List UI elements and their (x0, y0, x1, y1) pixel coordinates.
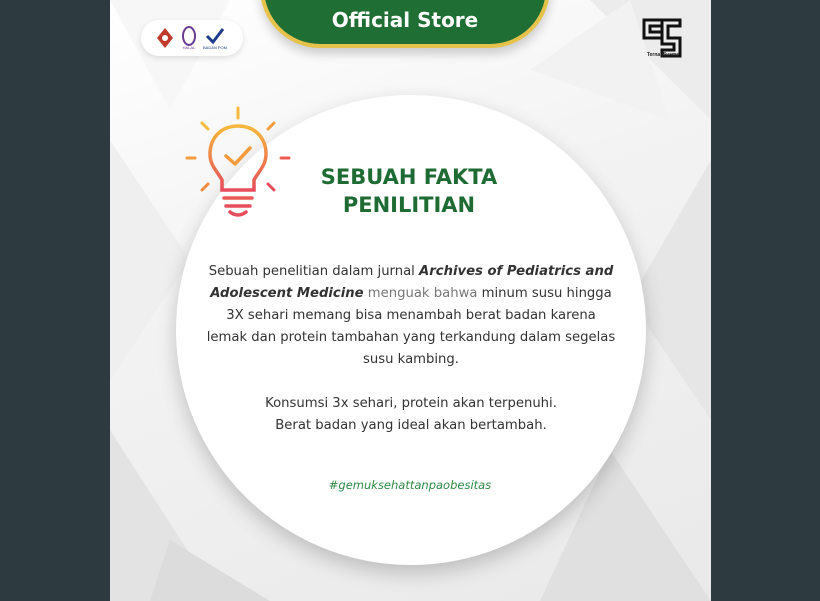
kemenkes-icon (155, 26, 175, 50)
summary-line-2: Berat badan yang ideal akan bertambah. (275, 418, 547, 433)
journal-name: Archives of Pediatrics and Adolescent Medicine (210, 264, 614, 301)
fact-title (314, 163, 504, 219)
halal-icon (181, 26, 197, 50)
para-start: Sebuah penelitian dalam jurnal (208, 264, 420, 279)
title-line-2: PENILITIAN (342, 193, 476, 217)
svg-text:BADAN POM: BADAN POM (203, 45, 227, 50)
para-rest: minum susu hingga 3X sehari memang bisa menambah berat badan karena lemak dan protein tambahan yang terkandung dalam segelas susu kambing. (206, 286, 616, 367)
lightbulb-check-icon (184, 106, 294, 221)
store-label: Official Store (331, 8, 479, 32)
post-card (110, 0, 711, 601)
fact-paragraph (206, 261, 616, 371)
certification-badges (141, 20, 243, 56)
fact-summary (206, 393, 616, 437)
svg-text:HALAL: HALAL (182, 45, 196, 50)
brand-name: TernakSyams (646, 52, 680, 58)
para-faded: menguak bahwa (363, 286, 478, 301)
hashtag: #gemuksehattanpaobesitas (328, 478, 492, 492)
title-line-1: SEBUAH FAKTA (320, 165, 498, 189)
summary-line-1: Konsumsi 3x sehari, protein akan terpenuhi. (265, 396, 557, 411)
official-store-banner (260, 0, 550, 48)
bpom-icon (203, 26, 227, 50)
